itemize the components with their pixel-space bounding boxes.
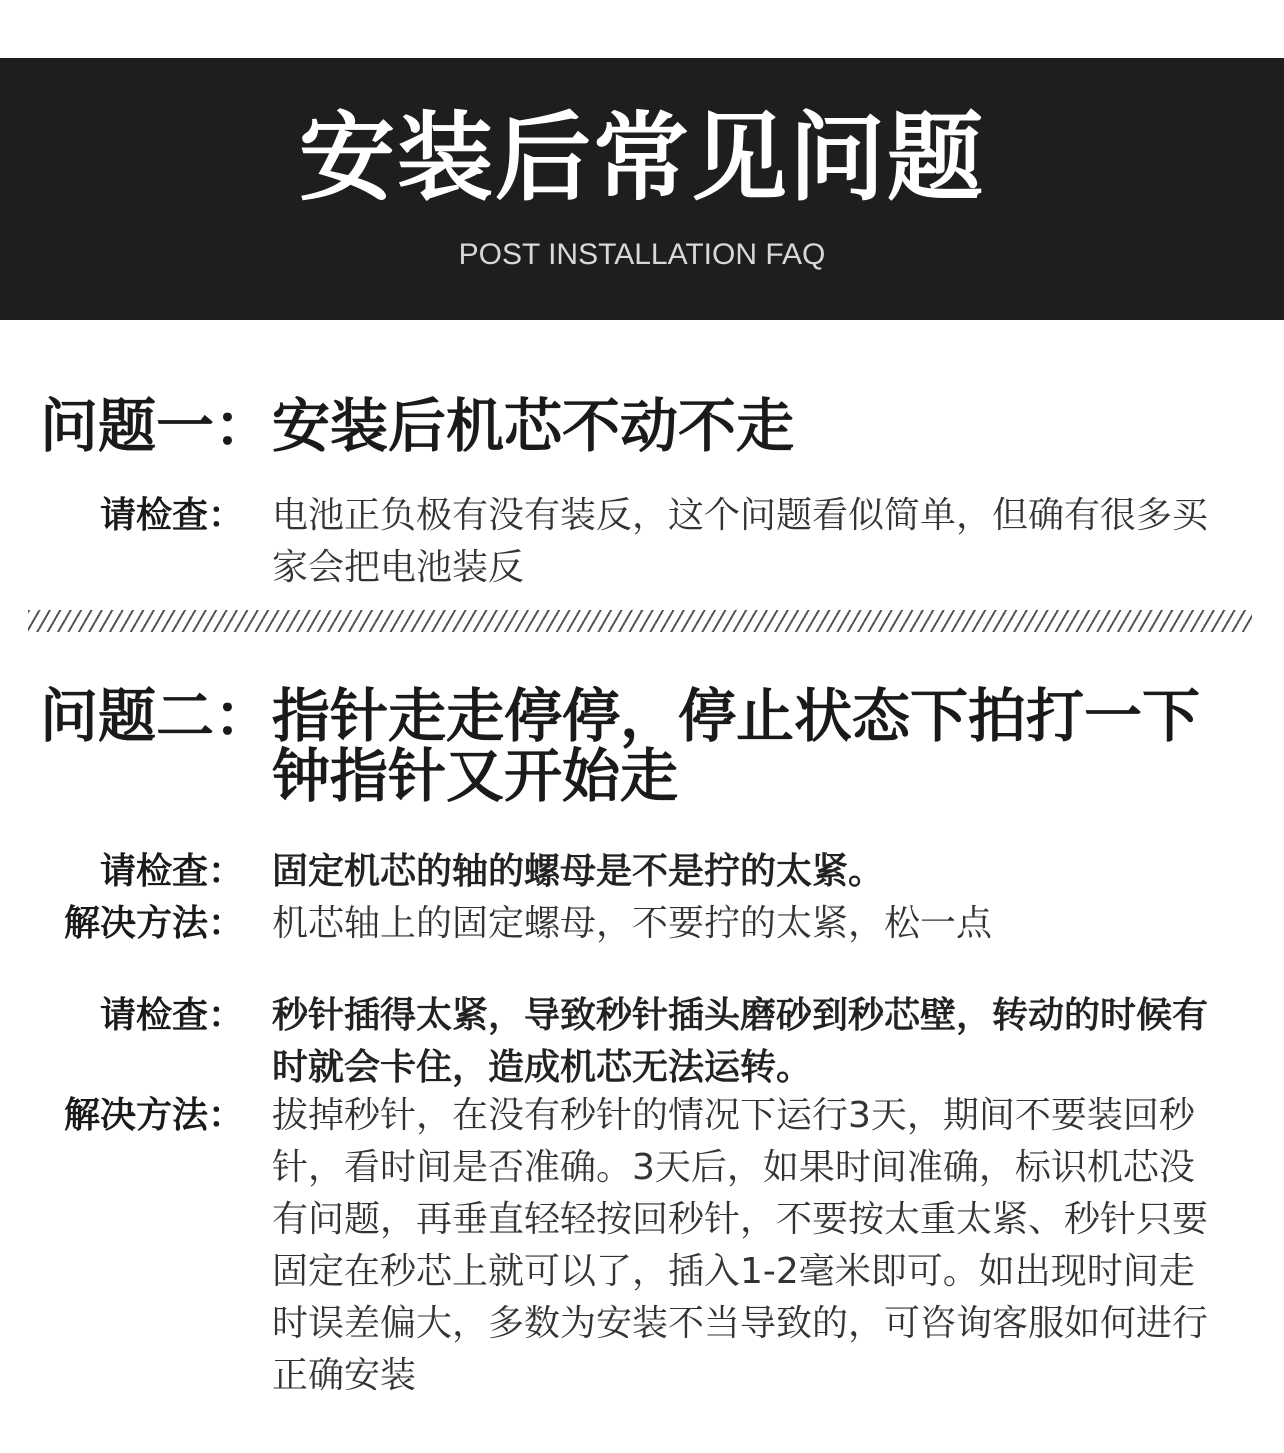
- check-label: 请检查：: [99, 851, 244, 892]
- question-1-title: 安装后机芯不动不走: [272, 392, 795, 460]
- hatched-divider: [28, 610, 1252, 632]
- check-text: 电池正负极有没有装反，这个问题看似简单，但确有很多买家会把电池装反: [272, 495, 1209, 588]
- question-2-prefix: 问题二：: [40, 682, 273, 750]
- solution-text: 机芯轴上的固定螺母，不要拧的太紧，松一点: [272, 903, 993, 944]
- check-label: 请检查：: [99, 495, 244, 536]
- check-text: 固定机芯的轴的螺母是不是拧的太紧。: [272, 851, 885, 892]
- page-title: 安装后常见问题: [299, 102, 985, 214]
- check-text: 秒针插得太紧，导致秒针插头磨砂到秒芯壁，转动的时候有时就会卡住，造成机芯无法运转。: [272, 995, 1209, 1088]
- solution-label: 解决方法：: [63, 903, 244, 944]
- solution-label: 解决方法：: [63, 1095, 244, 1136]
- page-subtitle: POST INSTALLATION FAQ: [458, 238, 826, 271]
- question-2-title: 指针走走停停，停止状态下拍打一下钟指针又开始走: [272, 682, 1201, 810]
- question-1-prefix: 问题一：: [40, 392, 273, 460]
- solution-text: 拔掉秒针，在没有秒针的情况下运行3天，期间不要装回秒针，看时间是否准确。3天后，如果时间准确，标识机芯没有问题，再垂直轻轻按回秒针，不要按太重太紧、秒针只要固定在秒芯上就可以了，插入1-2毫米即可。如出现时间走时误差偏大，多数为安装不当导致的，可咨询客服如何进行正确安装: [272, 1095, 1209, 1396]
- check-label: 请检查：: [99, 995, 244, 1036]
